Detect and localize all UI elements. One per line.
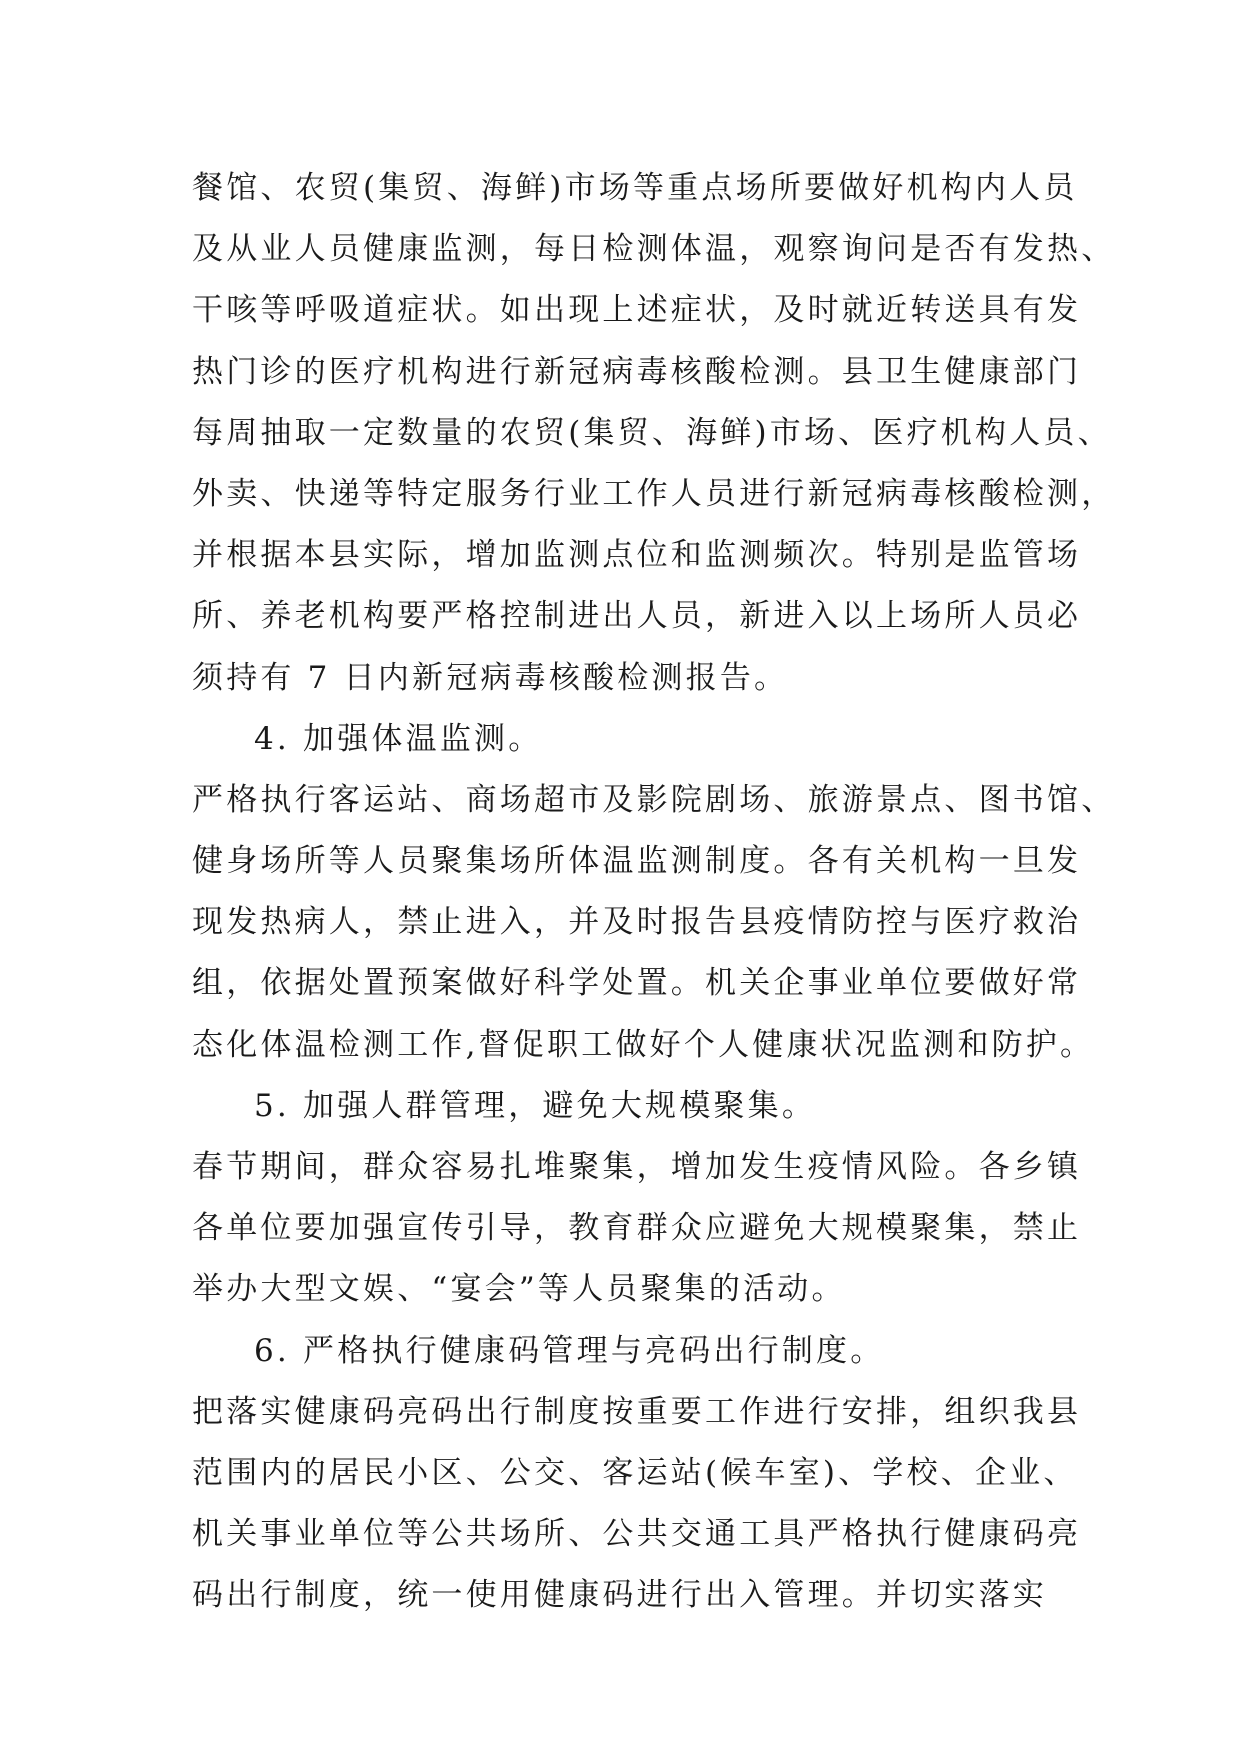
paragraph-line: 严格执行客运站、商场超市及影院剧场、旅游景点、图书馆、 (192, 781, 1116, 818)
paragraph-line: 各单位要加强宣传引导，教育群众应避免大规模聚集，禁止 (192, 1210, 1082, 1247)
paragraph-line: 春节期间，群众容易扎堆聚集，增加发生疫情风险。各乡镇 (192, 1149, 1082, 1185)
paragraph-line: 干咳等呼吸道症状。如出现上述症状，及时就近转送具有发 (192, 292, 1082, 329)
paragraph-line: 举办大型文娱、“宴会”等人员聚集的活动。 (192, 1271, 846, 1308)
paragraph-line: 所、养老机构要严格控制进出人员，新进入以上场所人员必 (192, 598, 1082, 635)
paragraph-line: 现发热病人，禁止进入，并及时报告县疫情防控与医疗救治 (192, 904, 1082, 941)
section-heading: 4. 加强体温监测。 (254, 720, 543, 757)
paragraph-line: 组，依据处置预案做好科学处置。机关企事业单位要做好常 (192, 965, 1082, 1002)
paragraph-line: 把落实健康码亮码出行制度按重要工作进行安排，组织我县 (192, 1393, 1082, 1430)
paragraph-line: 须持有 7 日内新冠病毒核酸检测报告。 (192, 659, 789, 696)
paragraph-line: 机关事业单位等公共场所、公共交通工具严格执行健康码亮 (192, 1516, 1082, 1553)
paragraph-line: 码出行制度，统一使用健康码进行出入管理。并切实落实 (192, 1577, 1047, 1614)
paragraph-line: 及从业人员健康监测，每日检测体温，观察询问是否有发热、 (192, 231, 1116, 268)
section-heading: 6. 严格执行健康码管理与亮码出行制度。 (254, 1332, 885, 1369)
paragraph-line: 外卖、快递等特定服务行业工作人员进行新冠病毒核酸检测， (192, 475, 1116, 512)
section-heading: 5. 加强人群管理，避免大规模聚集。 (254, 1087, 817, 1124)
paragraph-line: 健身场所等人员聚集场所体温监测制度。各有关机构一旦发 (192, 843, 1082, 880)
paragraph-line: 态化体温检测工作,督促职工做好个人健康状况监测和防护。 (192, 1026, 1095, 1063)
paragraph-line: 并根据本县实际，增加监测点位和监测频次。特别是监管场 (192, 537, 1082, 574)
paragraph-line: 每周抽取一定数量的农贸(集贸、海鲜)市场、医疗机构人员、 (192, 414, 1112, 451)
document-body (192, 158, 1116, 1627)
paragraph-line: 热门诊的医疗机构进行新冠病毒核酸检测。县卫生健康部门 (192, 353, 1082, 390)
paragraph-line: 范围内的居民小区、公交、客运站(候车室)、学校、企业、 (192, 1454, 1078, 1491)
paragraph-line: 餐馆、农贸(集贸、海鲜)市场等重点场所要做好机构内人员 (192, 170, 1078, 206)
